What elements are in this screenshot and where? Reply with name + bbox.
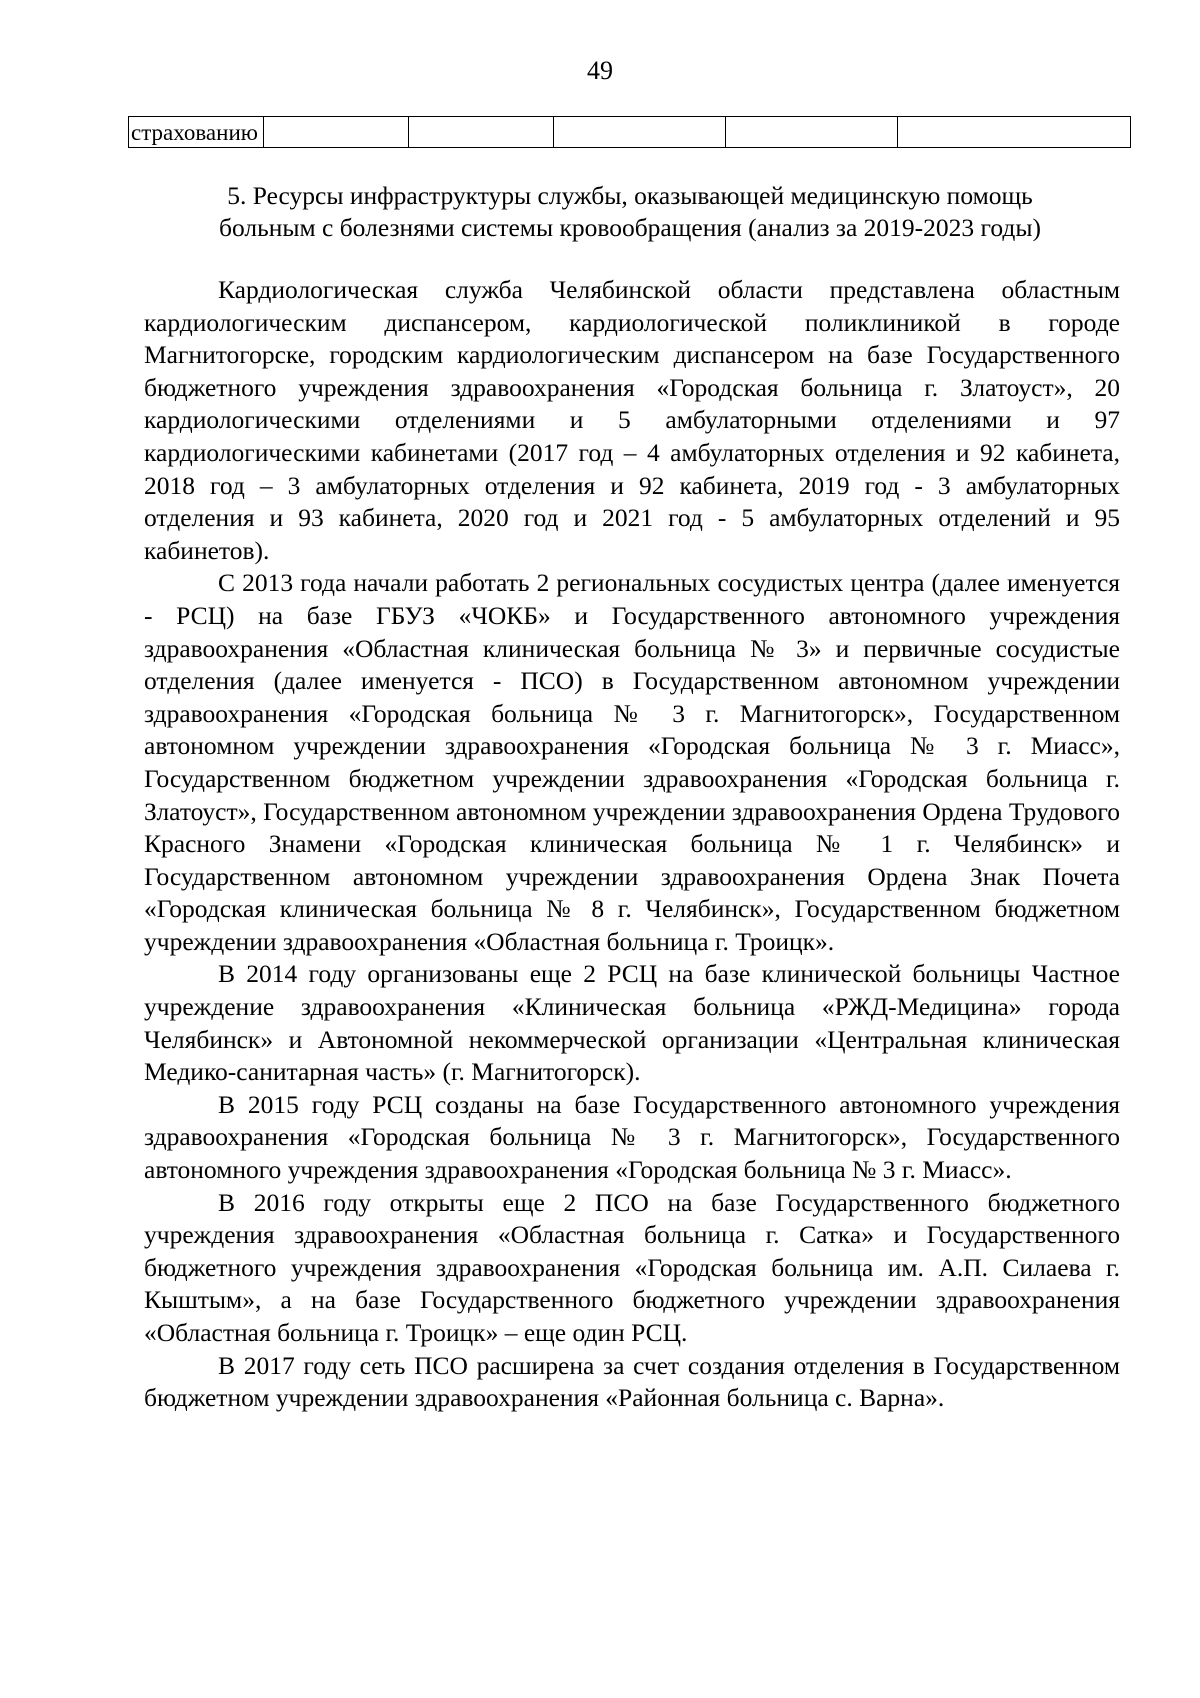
table-cell: [554, 117, 726, 148]
table-cell: [898, 117, 1131, 148]
table-cell: страхованию: [129, 117, 264, 148]
paragraph: Кардиологическая служба Челябинской области представлена областным кардиологическим диспансером, кардиологической поликлиникой в городе Магнитогорске, городским кардиологическим диспансером на базе Государственного бюджетного учреждения здравоохранения «Городская больница г. Златоуст», 20 кардиологическими отделениями и 5 амбулаторными отделениями и 97 кардиологическими кабинетами (2017 год – 4 амбулаторных отделения и 92 кабинета, 2018 год – 3 амбулаторных отделения и 92 кабинета, 2019 год - 3 амбулаторных отделения и 93 кабинета, 2020 год и 2021 год - 5 амбулаторных отделений и 95 кабинетов).: [144, 275, 1120, 565]
table-cell: [726, 117, 898, 148]
paragraph: В 2017 году сеть ПСО расширена за счет создания отделения в Государственном бюджетном учреждении здравоохранения «Районная больница с. Варна».: [144, 1350, 1120, 1413]
section-heading: [140, 180, 1120, 244]
paragraph: С 2013 года начали работать 2 региональных сосудистых центра (далее именуется - РСЦ) на базе ГБУЗ «ЧОКБ» и Государственного автономного учреждения здравоохранения «Областная клиническая больница № 3» и первичные сосудистые отделения (далее именуется - ПСО) в Государственном автономном учреждении здравоохранения «Городская больница № 3 г. Магнитогорск», Государственном автономном учреждении здравоохранения «Городская больница № 3 г. Миасс», Государственном бюджетном учреждении здравоохранения «Городская больница г. Златоуст», Государственном автономном учреждении здравоохранения Ордена Трудового Красного Знамени «Городская клиническая больница № 1 г. Челябинск» и Государственном автономном учреждении здравоохранения Ордена Знак Почета «Городская клиническая больница № 8 г. Челябинск», Государственном бюджетном учреждении здравоохранения «Областная больница г. Троицк».: [144, 568, 1120, 956]
paragraph: В 2014 году организованы еще 2 РСЦ на базе клинической больницы Частное учреждение здравоохранения «Клиническая больница «РЖД-Медицина» города Челябинск» и Автономной некоммерческой организации «Центральная клиническая Медико-санитарная часть» (г. Магнитогорск).: [144, 959, 1120, 1087]
table-row: [129, 117, 1131, 148]
table-fragment: [128, 116, 1131, 148]
body-text: [144, 274, 1120, 1415]
table-cell: [264, 117, 409, 148]
section-heading-line: 5. Ресурсы инфраструктуры службы, оказывающей медицинскую помощь: [227, 181, 1033, 210]
table-cell: [409, 117, 554, 148]
section-heading-line: больным с болезнями системы кровообращения (анализ за 2019-2023 годы): [218, 213, 1041, 242]
page-number: 49: [587, 56, 613, 85]
paragraph: В 2016 году открыты еще 2 ПСО на базе Государственного бюджетного учреждения здравоохранения «Областная больница г. Сатка» и Государственного бюджетного учреждения здравоохранения «Городская больница им. А.П. Силаева г. Кыштым», а на базе Государственного бюджетного учреждении здравоохранения «Областная больница г. Троицк» – еще один РСЦ.: [144, 1187, 1120, 1347]
paragraph: В 2015 году РСЦ созданы на базе Государственного автономного учреждения здравоохранения «Городская больница № 3 г. Магнитогорск», Государственного автономного учреждения здравоохранения «Городская больница № 3 г. Миасс».: [144, 1089, 1120, 1185]
